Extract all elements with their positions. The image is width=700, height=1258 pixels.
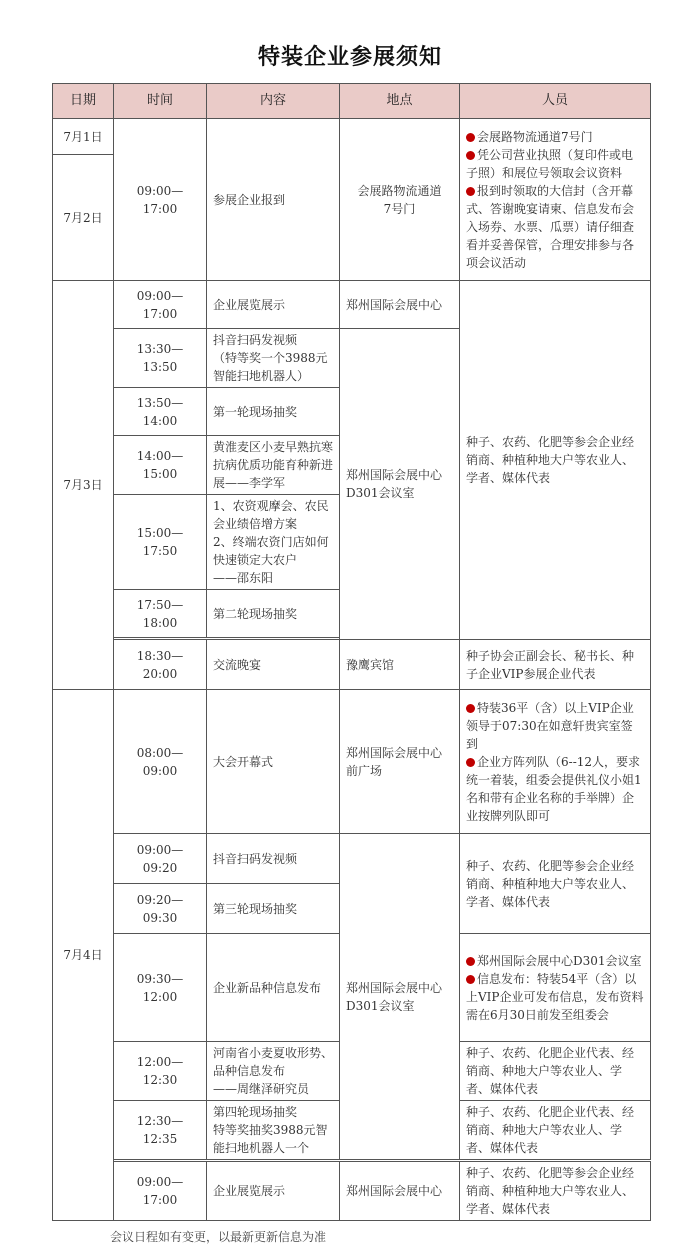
item-text: 信息发布：特装54平（含）以上VIP企业可发布信息，发布资料需在6月30日前发至组委会 <box>466 971 644 1022</box>
header-content: 内容 <box>207 84 340 119</box>
attendees-cell: 种子、农药、化肥企业代表、经销商、种地大户等农业人、学者、媒体代表 <box>460 1101 651 1160</box>
content-cell: 第四轮现场抽奖 特等奖抽奖3988元智能扫地机器人一个 <box>207 1101 340 1160</box>
header-location: 地点 <box>340 84 460 119</box>
list-item <box>466 128 644 146</box>
time-cell: 09:00—17:00 <box>114 1162 207 1221</box>
page-title: 特装企业参展须知 <box>257 45 442 70</box>
schedule-table <box>52 83 651 1221</box>
content-cell: 河南省小麦夏收形势、品种信息发布 ——周继泽研究员 <box>207 1042 340 1101</box>
header-date: 日期 <box>53 84 114 119</box>
location-cell: 豫鹰宾馆 <box>340 640 460 690</box>
location-cell: 郑州国际会展中心 D301会议室 <box>340 329 460 640</box>
table-row <box>53 119 651 155</box>
table-row <box>53 690 651 834</box>
header-time: 时间 <box>114 84 207 119</box>
content-cell: 第三轮现场抽奖 <box>207 884 340 934</box>
attendees-cell: 种子、农药、化肥企业代表、经销商、种地大户等农业人、学者、媒体代表 <box>460 1042 651 1101</box>
location-cell: 郑州国际会展中心 D301会议室 <box>340 834 460 1160</box>
attendees-cell: 种子、农药、化肥等参会企业经销商、种植种地大户等农业人、学者、媒体代表 <box>460 281 651 640</box>
content-cell: 1、农资观摩会、农民会业绩倍增方案 2、终端农资门店如何快速锁定大农户 ——邵东阳 <box>207 495 340 590</box>
content-cell: 参展企业报到 <box>207 119 340 281</box>
date-cell: 7月1日 <box>53 119 114 155</box>
time-cell: 09:00—17:00 <box>114 119 207 281</box>
header-attendees: 人员 <box>460 84 651 119</box>
list-item <box>466 952 644 970</box>
table-row <box>53 834 651 884</box>
item-text: 特装36平（含）以上VIP企业 领导于07:30在如意轩贵宾室签到 <box>466 700 634 751</box>
item-text: 报到时领取的大信封（含开幕式、答谢晚宴请柬、信息发布会入场券、水票、瓜票）请仔细查看并妥善保管，合理安排参与各项会议活动 <box>466 183 635 270</box>
content-cell: 企业展览展示 <box>207 1162 340 1221</box>
date-cell: 7月4日 <box>53 690 114 1221</box>
content-cell: 企业展览展示 <box>207 281 340 329</box>
time-cell: 09:30—12:00 <box>114 934 207 1042</box>
bullet-icon <box>466 758 475 767</box>
attendees-cell <box>460 690 651 834</box>
location-cell: 郑州国际会展中心 前广场 <box>340 690 460 834</box>
content-cell: 抖音扫码发视频 <box>207 834 340 884</box>
location-cell: 会展路物流通道 7号门 <box>340 119 460 281</box>
bullet-icon <box>466 704 475 713</box>
time-cell: 09:00—09:20 <box>114 834 207 884</box>
bullet-icon <box>466 187 475 196</box>
item-text: 郑州国际会展中心D301会议室 <box>477 953 642 968</box>
list-item <box>466 182 644 272</box>
content-cell: 黄淮麦区小麦早熟抗寒抗病优质功能育种新进展——李学军 <box>207 436 340 495</box>
bullet-icon <box>466 151 475 160</box>
bullet-icon <box>466 975 475 984</box>
time-cell: 12:30—12:35 <box>114 1101 207 1160</box>
content-cell: 企业新品种信息发布 <box>207 934 340 1042</box>
content-cell: 第二轮现场抽奖 <box>207 590 340 638</box>
item-text: 凭公司营业执照（复印件或电子照）和展位号领取会议资料 <box>466 147 634 180</box>
attendees-cell <box>460 934 651 1042</box>
attendees-cell: 种子、农药、化肥等参会企业经销商、种植种地大户等农业人、学者、媒体代表 <box>460 834 651 934</box>
content-cell: 第一轮现场抽奖 <box>207 388 340 436</box>
list-item <box>466 699 644 753</box>
content-cell: 大会开幕式 <box>207 690 340 834</box>
list-item <box>466 753 644 825</box>
item-text: 企业方阵列队（6--12人，要求统一着装，组委会提供礼仪小姐1名和带有企业名称的手举牌）企业按牌列队即可 <box>466 754 642 823</box>
location-cell: 郑州国际会展中心 <box>340 281 460 329</box>
time-cell: 09:00—17:00 <box>114 281 207 329</box>
location-cell: 郑州国际会展中心 <box>340 1162 460 1221</box>
date-cell: 7月2日 <box>53 155 114 281</box>
time-cell: 15:00—17:50 <box>114 495 207 590</box>
time-cell: 12:00—12:30 <box>114 1042 207 1101</box>
table-row <box>53 640 651 690</box>
time-cell: 17:50—18:00 <box>114 590 207 638</box>
table-row <box>53 1162 651 1221</box>
time-cell: 18:30—20:00 <box>114 640 207 690</box>
attendees-cell: 种子协会正副会长、秘书长、种子企业VIP参展企业代表 <box>460 640 651 690</box>
attendees-cell: 种子、农药、化肥等参会企业经销商、种植种地大户等农业人、学者、媒体代表 <box>460 1162 651 1221</box>
item-text: 会展路物流通道7号门 <box>477 129 593 144</box>
table-row <box>53 281 651 329</box>
footnote: 会议日程如有变更，以最新更新信息为准 <box>110 1230 327 1244</box>
date-cell: 7月3日 <box>53 281 114 690</box>
list-item <box>466 146 644 182</box>
content-cell: 交流晚宴 <box>207 640 340 690</box>
time-cell: 13:50—14:00 <box>114 388 207 436</box>
content-cell: 抖音扫码发视频 （特等奖一个3988元智能扫地机器人） <box>207 329 340 388</box>
time-cell: 09:20—09:30 <box>114 884 207 934</box>
bullet-icon <box>466 133 475 142</box>
attendees-cell <box>460 119 651 281</box>
time-cell: 13:30—13:50 <box>114 329 207 388</box>
time-cell: 08:00—09:00 <box>114 690 207 834</box>
time-cell: 14:00—15:00 <box>114 436 207 495</box>
table-header-row <box>53 84 651 119</box>
list-item <box>466 970 644 1024</box>
bullet-icon <box>466 957 475 966</box>
